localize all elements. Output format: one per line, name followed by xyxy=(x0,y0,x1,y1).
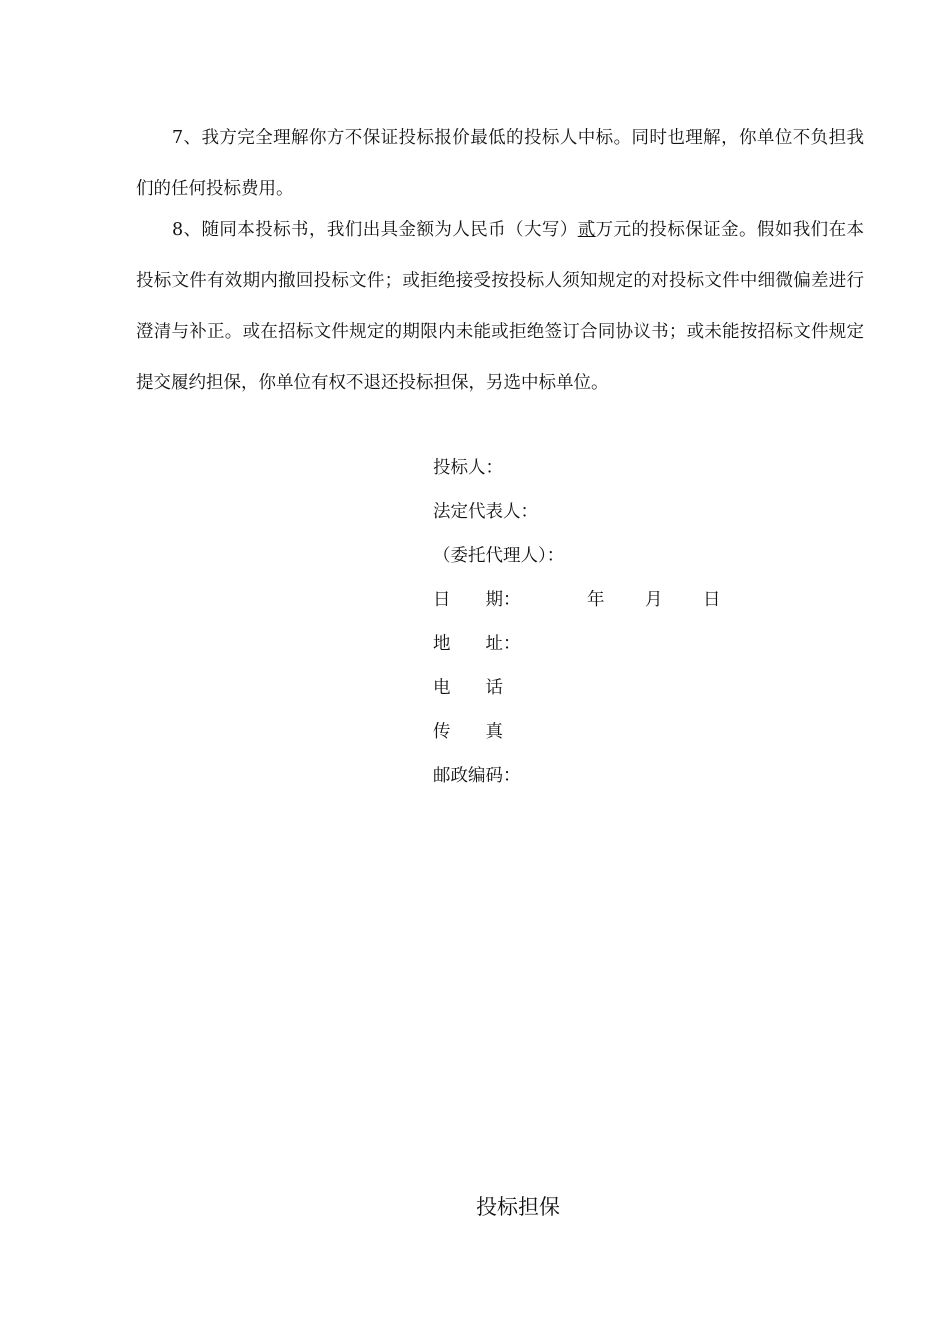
address-line xyxy=(433,632,853,656)
legal-rep-line xyxy=(433,500,853,524)
section-title-bid-guarantee: 投标担保 xyxy=(476,1195,560,1219)
postcode-label: 邮政编码： xyxy=(433,766,521,786)
date-label: 日 期： xyxy=(433,590,521,610)
fax-line xyxy=(433,720,853,744)
bidder-label: 投标人： xyxy=(433,458,503,478)
phone-line xyxy=(433,676,853,700)
date-year: 年 xyxy=(587,590,605,610)
phone-label: 电 话 xyxy=(433,678,503,698)
clause-7-text: 7、我方完全理解你方不保证投标报价最低的投标人中标。同时也理解，你单位不负担我们的任何投标费用。 xyxy=(136,128,864,199)
legal-rep-label: 法定代表人： xyxy=(433,502,538,522)
clause-8-text-start: 8、随同本投标书，我们出具金额为人民币（大写） xyxy=(172,220,578,240)
fax-label: 传 真 xyxy=(433,722,503,742)
date-day: 日 xyxy=(703,590,721,610)
agent-line xyxy=(433,544,853,568)
clause-8-text-end: 万元的投标保证金。假如我们在本投标文件有效期内撤回投标文件；或拒绝接受按投标人须知规定的对投标文件中细微偏差进行澄清与补正。或在招标文件规定的期限内未能或拒绝签订合同协议书；或未能按招标文件规定提交履约担保，你单位有权不退还投标担保，另选中标单位。 xyxy=(136,220,864,393)
date-month: 月 xyxy=(645,590,663,610)
agent-label: （委托代理人）： xyxy=(433,546,565,566)
postcode-line xyxy=(433,764,853,788)
clause-7-paragraph xyxy=(136,113,864,215)
address-label: 地 址： xyxy=(433,634,521,654)
guarantee-amount: 贰 xyxy=(577,220,596,240)
date-line xyxy=(433,588,853,612)
bidder-line xyxy=(433,456,853,480)
clause-8-paragraph xyxy=(136,205,864,409)
